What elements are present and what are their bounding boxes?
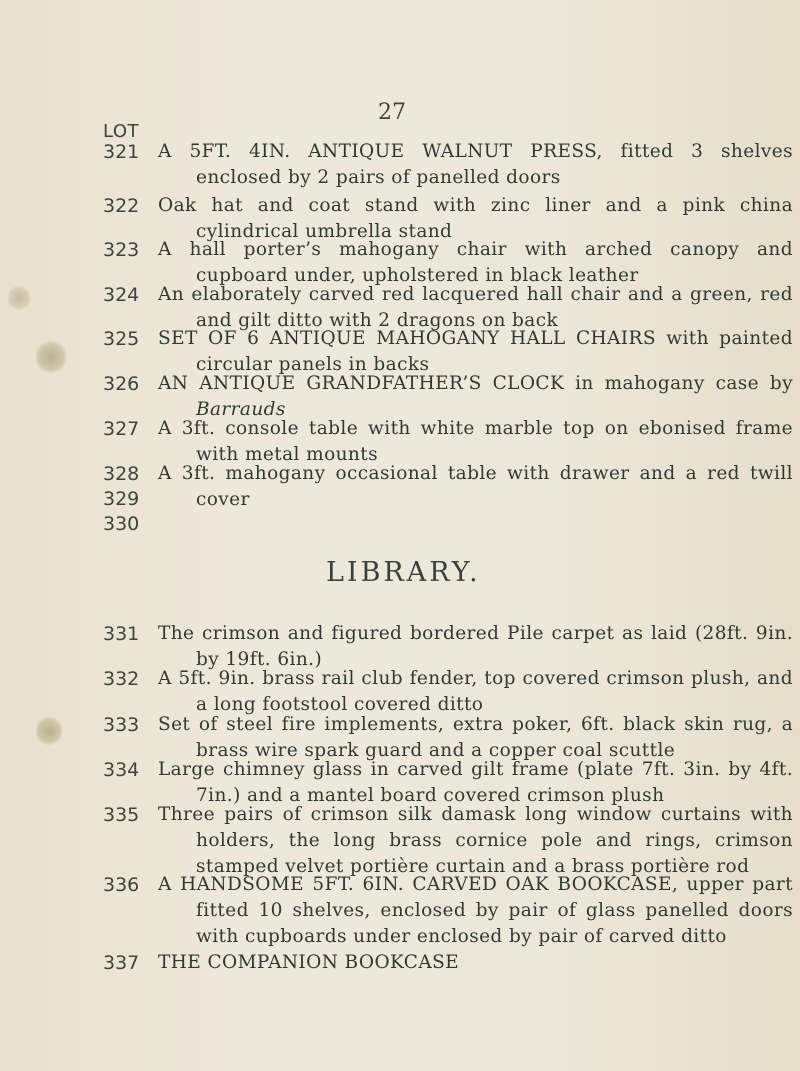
lot-description: Three pairs of crimson silk damask long window curtains with holders, the long brass cornice pole and rings, crimson stamped velvet portière curtain and a brass portière rod — [158, 804, 793, 877]
lot-description: A 3ft. console table with white marble top on ebonised frame with metal mounts — [158, 418, 793, 465]
lot-number: 324 — [103, 284, 140, 306]
lot-number: 325 — [103, 328, 140, 350]
lot-description: Large chimney glass in carved gilt frame (plate 7ft. 3in. by 4ft. 7in.) and a mantel board covered crimson plush — [158, 759, 793, 806]
lot-description: A 3ft. mahogany occasional table with drawer and a red twill cover — [158, 463, 793, 510]
lot-description: An elaborately carved red lacquered hall chair and a green, red and gilt ditto with 2 dragons on back — [158, 284, 793, 331]
lot-description: A HANDSOME 5FT. 6IN. CARVED OAK BOOKCASE, upper part fitted 10 shelves, enclosed by pair of glass panelled doors with cupboards under enclosed by pair of carved ditto — [158, 874, 793, 947]
lot-description: A 5FT. 4IN. ANTIQUE WALNUT PRESS, fitted 3 shelves enclosed by 2 pairs of panelled doors — [158, 141, 793, 188]
lot-description: A hall porter’s mahogany chair with arched canopy and cupboard under, upholstered in black leather — [158, 239, 793, 286]
lot-number: 335 — [103, 804, 140, 826]
lot-number: 321 — [103, 141, 140, 163]
margin-stain-1 — [8, 285, 30, 311]
lot-description: AN ANTIQUE GRANDFATHER’S CLOCK in mahogany case by Barrauds — [158, 373, 793, 420]
page-number: 27 — [378, 100, 406, 125]
lot-number: 336 — [103, 874, 140, 896]
lot-number: 322 — [103, 195, 140, 217]
lot-column-header: LOT — [103, 121, 140, 142]
margin-stain-3 — [36, 716, 62, 746]
lot-description: Set of steel fire implements, extra poker, 6ft. black skin rug, a brass wire spark guard and a copper coal scuttle — [158, 714, 793, 761]
lot-description: The crimson and figured bordered Pile carpet as laid (28ft. 9in. by 19ft. 6in.) — [158, 623, 793, 670]
lot-number: 327 — [103, 418, 140, 440]
lot-number: 332 — [103, 668, 140, 690]
lot-number: 329 — [103, 488, 140, 510]
lot-number: 333 — [103, 714, 140, 736]
lot-number: 328 — [103, 463, 140, 485]
lot-number: 330 — [103, 513, 140, 535]
lot-description: Oak hat and coat stand with zinc liner and a pink china cylindrical umbrella stand — [158, 195, 793, 242]
lot-number: 331 — [103, 623, 140, 645]
lot-description: SET OF 6 ANTIQUE MAHOGANY HALL CHAIRS with painted circular panels in backs — [158, 328, 793, 375]
lot-description: THE COMPANION BOOKCASE — [158, 952, 460, 973]
lot-number: 323 — [103, 239, 140, 261]
lot-number: 334 — [103, 759, 140, 781]
lot-number: 337 — [103, 952, 140, 974]
margin-stain-2 — [36, 340, 66, 374]
lot-number: 326 — [103, 373, 140, 395]
lot-description: A 5ft. 9in. brass rail club fender, top covered crimson plush, and a long footstool covered ditto — [158, 668, 793, 715]
section-heading: LIBRARY. — [326, 557, 481, 588]
